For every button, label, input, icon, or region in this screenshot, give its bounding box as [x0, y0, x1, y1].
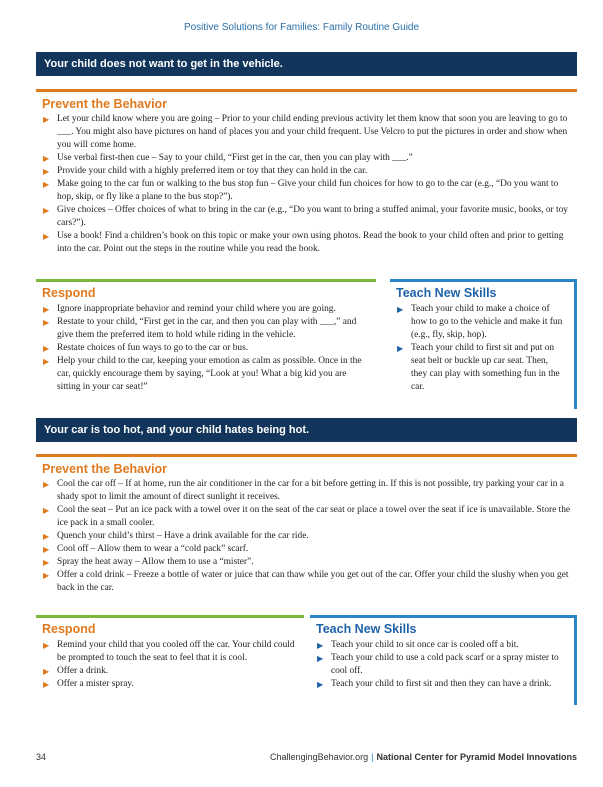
section2-respond-list: [42, 639, 298, 691]
list-item: [396, 303, 566, 342]
list-item-text: Restate to your child, “First get in the car, and then you can play with ___,” and give them the preferred item to hold while riding in the vehicle.: [57, 317, 357, 340]
list-item-text: Provide your child with a highly preferred item or toy that they can hold in the car.: [57, 166, 368, 176]
section2-banner: Your car is too hot, and your child hates being hot.: [36, 418, 577, 442]
list-item-text: Cool off – Allow them to wear a “cold pack” scarf.: [57, 544, 249, 554]
triangle-right-icon: ▶: [43, 318, 50, 327]
list-item-text: Make going to the car fun or walking to the bus stop fun – Give your child fun choices for how to go to the car (e.g., “Do you want to hop, skip, or fly like a plane to the bus stop?”).: [57, 179, 559, 202]
list-item: [42, 530, 571, 543]
section2-teach-list: [316, 639, 566, 691]
triangle-right-icon: ▶: [43, 667, 50, 676]
page-header: Positive Solutions for Families: Family Routine Guide: [183, 22, 420, 33]
list-item-text: Teach your child to first sit and then they can have a drink.: [331, 679, 552, 689]
section2-teach-box: [310, 615, 577, 705]
list-item: [316, 678, 566, 691]
triangle-right-icon: ▶: [43, 115, 50, 124]
triangle-right-icon: ▶: [317, 680, 324, 689]
list-item: [42, 569, 571, 595]
triangle-right-icon: ▶: [43, 206, 50, 215]
list-item: [42, 543, 571, 556]
list-item-text: Ignore inappropriate behavior and remind your child where you are going.: [57, 304, 336, 314]
list-item: [42, 178, 571, 204]
triangle-right-icon: ▶: [43, 571, 50, 580]
list-item: [42, 342, 370, 355]
triangle-right-icon: ▶: [43, 167, 50, 176]
list-item: [42, 355, 370, 394]
list-item: [42, 230, 571, 256]
list-item-text: Remind your child that you cooled off the car. Your child could be prompted to touch the seat to feel that it is cool.: [57, 640, 295, 663]
triangle-right-icon: ▶: [397, 305, 404, 314]
triangle-right-icon: ▶: [397, 344, 404, 353]
list-item: [42, 639, 298, 665]
section1-prevent-title: Prevent the Behavior: [42, 97, 168, 111]
triangle-right-icon: ▶: [43, 480, 50, 489]
section2-prevent-list: [42, 478, 571, 595]
list-item: [316, 652, 566, 678]
list-item: [42, 204, 571, 230]
list-item-text: Teach your child to make a choice of how to go to the vehicle and make it fun (e.g., fly, skip, hop).: [411, 304, 563, 340]
list-item: [42, 316, 370, 342]
triangle-right-icon: ▶: [317, 641, 324, 650]
triangle-right-icon: ▶: [43, 545, 50, 554]
list-item: [42, 678, 298, 691]
list-item: [42, 556, 571, 569]
list-item-text: Use verbal first-then cue – Say to your child, “First get in the car, then you can play with ___.”: [57, 153, 413, 163]
triangle-right-icon: ▶: [317, 654, 324, 663]
triangle-right-icon: ▶: [43, 506, 50, 515]
list-item: [316, 639, 566, 652]
list-item: [42, 152, 571, 165]
list-item: [42, 478, 571, 504]
list-item: [42, 665, 298, 678]
section1-prevent-box: [36, 89, 577, 271]
footer-credit: [270, 752, 577, 762]
footer-site-link[interactable]: ChallengingBehavior.org: [270, 752, 369, 762]
section2-teach-title: Teach New Skills: [316, 622, 417, 636]
footer-separator: |: [371, 752, 374, 762]
list-item-text: Teach your child to first sit and put on seat belt or buckle up car seat. Then, they can play with something fun in the car.: [411, 343, 560, 392]
triangle-right-icon: ▶: [43, 344, 50, 353]
triangle-right-icon: ▶: [43, 532, 50, 541]
list-item-text: Offer a cold drink – Freeze a bottle of water or juice that can thaw while you get out of the car. Offer your child the slushy when you get back in the car.: [57, 570, 569, 593]
triangle-right-icon: ▶: [43, 232, 50, 241]
list-item: [42, 165, 571, 178]
triangle-right-icon: ▶: [43, 357, 50, 366]
triangle-right-icon: ▶: [43, 305, 50, 314]
triangle-right-icon: ▶: [43, 680, 50, 689]
list-item: [396, 342, 566, 394]
section2-respond-title: Respond: [42, 622, 96, 636]
list-item-text: Offer a mister spray.: [57, 679, 134, 689]
list-item-text: Teach your child to use a cold pack scarf or a spray mister to cool off.: [331, 653, 559, 676]
list-item-text: Cool the seat – Put an ice pack with a towel over it on the seat of the car seat or place a towel over the seat if ice is unavailable. Store the ice pack in a small cooler.: [57, 505, 571, 528]
list-item: [42, 504, 571, 530]
list-item-text: Restate choices of fun ways to go to the car or bus.: [57, 343, 249, 353]
footer-org: National Center for Pyramid Model Innovations: [376, 752, 577, 762]
triangle-right-icon: ▶: [43, 180, 50, 189]
section1-respond-list: [42, 303, 370, 394]
section1-teach-title: Teach New Skills: [396, 286, 497, 300]
list-item-text: Quench your child’s thirst – Have a drink available for the car ride.: [57, 531, 309, 541]
section1-teach-list: [396, 303, 566, 394]
section1-banner: Your child does not want to get in the vehicle.: [36, 52, 577, 76]
list-item-text: Help your child to the car, keeping your emotion as calm as possible. Once in the car, quickly encourage them by saying, “Look at you! What a big kid you are sitting in your car seat!”: [57, 356, 362, 392]
list-item-text: Give choices – Offer choices of what to bring in the car (e.g., “Do you want to bring a stuffed animal, your favorite music, books, or toy cars?”).: [57, 205, 568, 228]
triangle-right-icon: ▶: [43, 558, 50, 567]
list-item-text: Let your child know where you are going – Prior to your child ending previous activity let them know that soon you are leaving to go to ___. You might also have pictures on hand of places you and your child frequent. Use Velcro to put the pictures in order and show when you will come home.: [57, 114, 568, 150]
section1-respond-box: [36, 279, 376, 409]
list-item: [42, 303, 370, 316]
list-item-text: Cool the car off – If at home, run the air conditioner in the car for a bit before getting in. If this is not possible, try parking your car in a shady spot to limit the amount of direct sunlight it receives.: [57, 479, 564, 502]
triangle-right-icon: ▶: [43, 154, 50, 163]
page-number: 34: [36, 752, 47, 762]
section1-teach-box: [390, 279, 577, 409]
list-item-text: Use a book! Find a children’s book on this topic or make your own using photos. Read the book to your child often and prior to getting into the car. Point out the steps in the routine while you read the book.: [57, 231, 564, 254]
list-item-text: Teach your child to sit once car is cooled off a bit.: [331, 640, 519, 650]
section1-prevent-list: [42, 113, 571, 256]
section2-respond-box: [36, 615, 304, 705]
list-item-text: Offer a drink.: [57, 666, 109, 676]
triangle-right-icon: ▶: [43, 641, 50, 650]
section1-respond-title: Respond: [42, 286, 96, 300]
list-item-text: Spray the heat away – Allow them to use a “mister”.: [57, 557, 254, 567]
list-item: [42, 113, 571, 152]
section2-prevent-title: Prevent the Behavior: [42, 462, 168, 476]
section2-prevent-box: [36, 454, 577, 606]
